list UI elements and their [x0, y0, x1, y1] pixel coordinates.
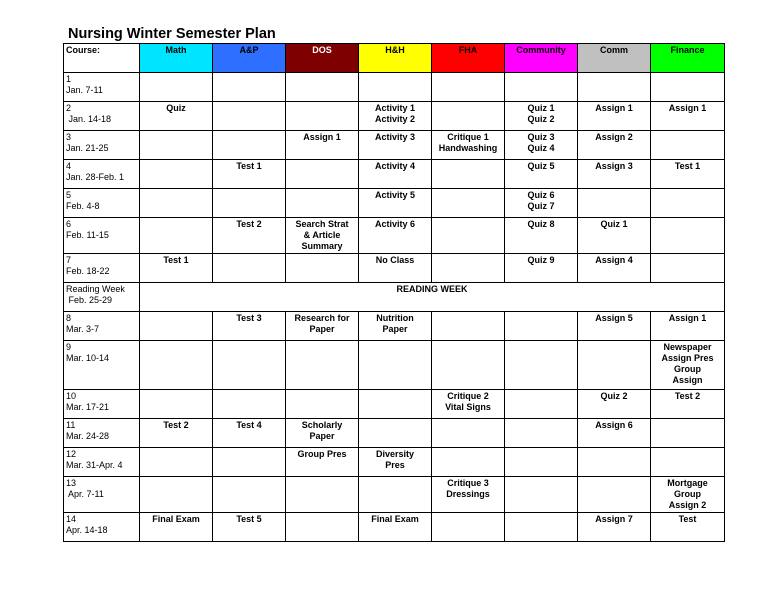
cell-community: [505, 254, 578, 283]
week-label-line: Mar. 10-14: [66, 353, 110, 363]
cell-text: Test 4: [236, 420, 262, 430]
cell-text: Quiz 6: [527, 190, 555, 200]
cell-comm: [578, 73, 651, 102]
week-label-line: 6: [66, 219, 72, 229]
cell-text: Assign 3: [595, 161, 633, 171]
cell-text: Quiz 9: [527, 255, 555, 265]
cell-fha: [432, 160, 505, 189]
cell-text: Nutrition: [376, 313, 414, 323]
cell-text: Vital Signs: [445, 402, 491, 412]
cell-text: Quiz 7: [527, 201, 555, 211]
cell-text: No Class: [375, 255, 415, 265]
cell-dos: [286, 131, 359, 160]
week-cell: [64, 419, 140, 448]
cell-finance: [651, 160, 725, 189]
cell-comm: [578, 341, 651, 390]
cell-community: [505, 102, 578, 131]
cell-finance: [651, 73, 725, 102]
week-label-line: Feb. 25-29: [66, 295, 113, 305]
cell-text: Activity 4: [374, 161, 416, 171]
cell-community: [505, 513, 578, 542]
week-row: [64, 131, 725, 160]
cell-dos: [286, 73, 359, 102]
cell-text: Test 1: [674, 161, 701, 171]
week-cell: [64, 218, 140, 254]
week-label-line: 4: [66, 161, 72, 171]
cell-ap: [213, 73, 286, 102]
column-header-comm: Comm: [578, 44, 651, 73]
cell-ap: [213, 448, 286, 477]
cell-fha: [432, 419, 505, 448]
cell-text: Assign 1: [668, 103, 707, 113]
week-label-line: 8: [66, 313, 72, 323]
cell-text: Assign Pres: [661, 353, 714, 363]
cell-text: Test 2: [236, 219, 262, 229]
cell-community: [505, 218, 578, 254]
cell-community: [505, 419, 578, 448]
column-header-dos: DOS: [286, 44, 359, 73]
cell-ap: [213, 390, 286, 419]
cell-hh: [359, 448, 432, 477]
week-label-line: Jan. 7-11: [66, 85, 103, 95]
cell-ap: [213, 189, 286, 218]
week-cell: [64, 189, 140, 218]
cell-text: Paper: [309, 431, 335, 441]
week-cell: [64, 477, 140, 513]
cell-math: [140, 160, 213, 189]
week-row: [64, 419, 725, 448]
course-header: Course:: [64, 44, 140, 73]
cell-text: Paper: [309, 324, 335, 334]
cell-hh: [359, 477, 432, 513]
cell-hh: [359, 390, 432, 419]
cell-text: Newspaper: [663, 342, 712, 352]
cell-comm: [578, 160, 651, 189]
week-cell: [64, 390, 140, 419]
week-label-line: Mar. 17-21: [66, 402, 110, 412]
week-row: [64, 312, 725, 341]
week-label-line: 9: [66, 342, 72, 352]
week-cell: [64, 73, 140, 102]
cell-math: [140, 189, 213, 218]
cell-text: Test 1: [236, 161, 262, 171]
cell-finance: [651, 131, 725, 160]
week-row: [64, 477, 725, 513]
week-cell: [64, 448, 140, 477]
cell-comm: [578, 189, 651, 218]
week-row: [64, 448, 725, 477]
week-label-line: 10: [66, 391, 77, 401]
cell-ap: [213, 312, 286, 341]
cell-text: Handwashing: [438, 143, 498, 153]
week-label-line: Apr. 14-18: [66, 525, 108, 535]
cell-dos: [286, 254, 359, 283]
cell-community: [505, 390, 578, 419]
cell-text: Test 3: [236, 313, 262, 323]
cell-hh: [359, 160, 432, 189]
cell-hh: [359, 513, 432, 542]
semester-plan-table: [63, 43, 725, 542]
cell-text: Test 1: [163, 255, 189, 265]
cell-hh: [359, 73, 432, 102]
header-row: [64, 44, 725, 73]
cell-fha: [432, 390, 505, 419]
cell-comm: [578, 513, 651, 542]
cell-text: Pres: [385, 460, 405, 470]
cell-text: Final Exam: [152, 514, 200, 524]
cell-finance: [651, 390, 725, 419]
cell-dos: [286, 390, 359, 419]
cell-text: Activity 1: [374, 103, 416, 113]
week-label-line: 12: [66, 449, 77, 459]
cell-ap: [213, 477, 286, 513]
cell-math: [140, 218, 213, 254]
cell-dos: [286, 513, 359, 542]
page-title: Nursing Winter Semester Plan: [68, 26, 276, 42]
cell-ap: [213, 102, 286, 131]
cell-text: Activity 2: [374, 114, 416, 124]
cell-text: Critique 2: [447, 391, 489, 401]
cell-dos: [286, 160, 359, 189]
cell-text: Group: [674, 489, 701, 499]
cell-math: [140, 477, 213, 513]
cell-dos: [286, 477, 359, 513]
cell-finance: [651, 341, 725, 390]
week-row: [64, 73, 725, 102]
week-row: [64, 160, 725, 189]
cell-hh: [359, 218, 432, 254]
reading-week-row: [64, 283, 725, 312]
column-header-ap: A&P: [213, 44, 286, 73]
cell-comm: [578, 448, 651, 477]
cell-ap: [213, 254, 286, 283]
cell-hh: [359, 312, 432, 341]
week-cell: [64, 254, 140, 283]
cell-fha: [432, 73, 505, 102]
cell-fha: [432, 513, 505, 542]
cell-ap: [213, 218, 286, 254]
cell-text: Assign 7: [595, 514, 633, 524]
cell-text: Research for: [294, 313, 350, 323]
cell-dos: [286, 419, 359, 448]
cell-text: Mortgage: [667, 478, 708, 488]
cell-hh: [359, 189, 432, 218]
cell-math: [140, 312, 213, 341]
column-header-math: Math: [140, 44, 213, 73]
cell-ap: [213, 160, 286, 189]
week-cell: [64, 513, 140, 542]
cell-text: Summary: [301, 241, 343, 251]
week-label-line: Mar. 3-7: [66, 324, 100, 334]
cell-math: [140, 102, 213, 131]
cell-ap: [213, 419, 286, 448]
cell-comm: [578, 390, 651, 419]
reading-week-label: READING WEEK: [140, 283, 725, 312]
column-header-community: Community: [505, 44, 578, 73]
cell-text: & Article: [303, 230, 341, 240]
cell-text: Activity 5: [374, 190, 416, 200]
cell-finance: [651, 477, 725, 513]
cell-math: [140, 131, 213, 160]
cell-hh: [359, 341, 432, 390]
cell-text: Test 2: [163, 420, 189, 430]
week-row: [64, 341, 725, 390]
week-label-line: 7: [66, 255, 72, 265]
cell-text: Activity 6: [374, 219, 416, 229]
cell-community: [505, 160, 578, 189]
week-label-line: Feb. 11-15: [66, 230, 109, 240]
cell-hh: [359, 102, 432, 131]
cell-finance: [651, 312, 725, 341]
cell-comm: [578, 254, 651, 283]
cell-text: Quiz 1: [600, 219, 628, 229]
cell-dos: [286, 341, 359, 390]
cell-text: Dressings: [446, 489, 490, 499]
cell-text: Quiz 5: [527, 161, 555, 171]
cell-text: Quiz 2: [600, 391, 628, 401]
cell-ap: [213, 131, 286, 160]
cell-community: [505, 189, 578, 218]
cell-finance: [651, 513, 725, 542]
cell-text: Assign: [672, 375, 703, 385]
cell-text: Quiz 1: [527, 103, 555, 113]
cell-text: Critique 1: [447, 132, 489, 142]
cell-fha: [432, 312, 505, 341]
cell-community: [505, 341, 578, 390]
cell-dos: [286, 102, 359, 131]
cell-fha: [432, 102, 505, 131]
cell-text: Final Exam: [371, 514, 419, 524]
cell-community: [505, 312, 578, 341]
cell-text: Assign 5: [595, 313, 633, 323]
week-row: [64, 513, 725, 542]
cell-text: Diversity: [375, 449, 415, 459]
cell-math: [140, 419, 213, 448]
cell-fha: [432, 341, 505, 390]
cell-community: [505, 477, 578, 513]
week-cell: [64, 102, 140, 131]
week-cell: [64, 312, 140, 341]
cell-text: Search Strat: [295, 219, 349, 229]
week-label-line: 14: [66, 514, 77, 524]
week-label-line: 11: [66, 420, 76, 430]
week-label-line: Apr. 7-11: [66, 489, 104, 499]
cell-comm: [578, 477, 651, 513]
cell-hh: [359, 254, 432, 283]
cell-ap: [213, 341, 286, 390]
cell-hh: [359, 419, 432, 448]
cell-text: Group Pres: [297, 449, 347, 459]
cell-finance: [651, 419, 725, 448]
cell-dos: [286, 312, 359, 341]
cell-text: Assign 6: [595, 420, 633, 430]
cell-text: Assign 1: [668, 313, 707, 323]
cell-text: Activity 3: [374, 132, 416, 142]
week-label-line: Feb. 4-8: [66, 201, 100, 211]
week-label-line: Feb. 18-22: [66, 266, 110, 276]
week-cell: [64, 160, 140, 189]
cell-text: Quiz 8: [527, 219, 555, 229]
cell-dos: [286, 448, 359, 477]
cell-fha: [432, 218, 505, 254]
week-row: [64, 254, 725, 283]
cell-finance: [651, 102, 725, 131]
week-label-line: Reading Week: [66, 284, 125, 294]
week-label-line: Mar. 24-28: [66, 431, 110, 441]
cell-comm: [578, 102, 651, 131]
week-cell: [64, 131, 140, 160]
cell-text: Paper: [382, 324, 408, 334]
column-header-fha: FHA: [432, 44, 505, 73]
cell-text: Quiz 3: [527, 132, 555, 142]
cell-ap: [213, 513, 286, 542]
week-label-line: Jan. 21-25: [66, 143, 109, 153]
plan-body: [64, 73, 725, 542]
cell-comm: [578, 419, 651, 448]
cell-text: Quiz: [166, 103, 186, 113]
cell-finance: [651, 254, 725, 283]
week-row: [64, 102, 725, 131]
week-row: [64, 390, 725, 419]
cell-math: [140, 513, 213, 542]
cell-fha: [432, 448, 505, 477]
cell-community: [505, 73, 578, 102]
week-label-line: 5: [66, 190, 72, 200]
week-cell: [64, 283, 140, 312]
cell-text: Test 2: [674, 391, 701, 401]
cell-math: [140, 448, 213, 477]
cell-text: Quiz 2: [527, 114, 555, 124]
cell-community: [505, 448, 578, 477]
cell-text: Test 5: [236, 514, 262, 524]
cell-text: Critique 3: [447, 478, 489, 488]
cell-text: Assign 4: [595, 255, 633, 265]
cell-dos: [286, 189, 359, 218]
week-label-line: 1: [66, 74, 72, 84]
week-label-line: 13: [66, 478, 77, 488]
week-label-line: 2: [66, 103, 72, 113]
cell-finance: [651, 189, 725, 218]
week-label-line: Jan. 14-18: [66, 114, 112, 124]
cell-text: Assign 1: [595, 103, 633, 113]
cell-text: Test: [678, 514, 697, 524]
cell-text: Assign 2: [668, 500, 707, 510]
cell-finance: [651, 448, 725, 477]
cell-fha: [432, 189, 505, 218]
cell-math: [140, 254, 213, 283]
cell-fha: [432, 254, 505, 283]
week-row: [64, 189, 725, 218]
cell-dos: [286, 218, 359, 254]
cell-hh: [359, 131, 432, 160]
cell-text: Scholarly: [301, 420, 343, 430]
week-label-line: Mar. 31-Apr. 4: [66, 460, 123, 470]
cell-math: [140, 390, 213, 419]
cell-finance: [651, 218, 725, 254]
cell-fha: [432, 477, 505, 513]
column-header-finance: Finance: [651, 44, 725, 73]
cell-math: [140, 341, 213, 390]
cell-text: Assign 2: [595, 132, 633, 142]
column-header-hh: H&H: [359, 44, 432, 73]
cell-comm: [578, 218, 651, 254]
cell-comm: [578, 312, 651, 341]
cell-text: Assign 1: [303, 132, 341, 142]
cell-community: [505, 131, 578, 160]
cell-comm: [578, 131, 651, 160]
cell-math: [140, 73, 213, 102]
cell-text: Group: [674, 364, 701, 374]
week-label-line: 3: [66, 132, 72, 142]
week-row: [64, 218, 725, 254]
cell-fha: [432, 131, 505, 160]
cell-text: Quiz 4: [527, 143, 555, 153]
week-cell: [64, 341, 140, 390]
week-label-line: Jan. 28-Feb. 1: [66, 172, 125, 182]
